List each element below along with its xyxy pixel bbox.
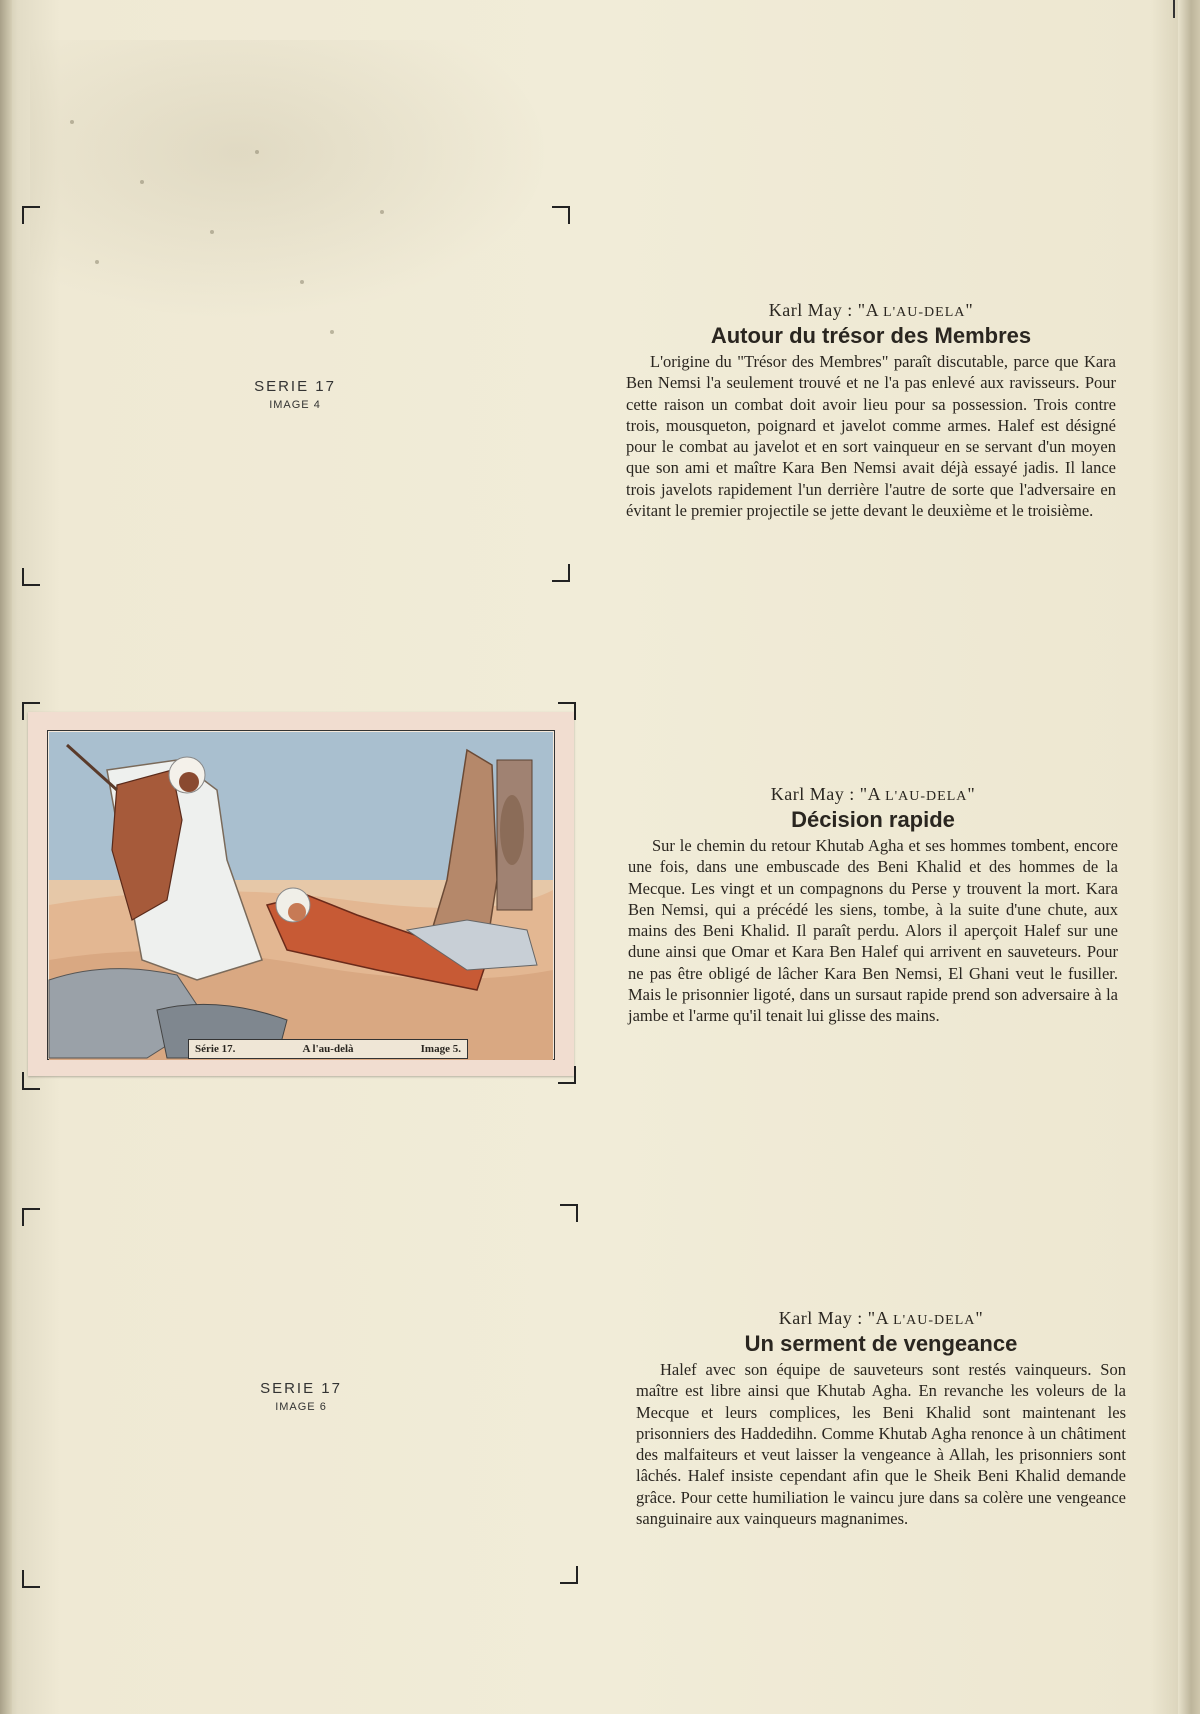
- author-suffix: ": [967, 784, 976, 804]
- book-title: L'AU-DELA: [883, 305, 966, 320]
- author-line: [628, 784, 1118, 805]
- card-illustration: [47, 730, 555, 1060]
- serie-number: SERIE 17: [254, 378, 336, 395]
- corner-mark: [22, 206, 40, 224]
- trading-card: [28, 712, 574, 1076]
- speck: [140, 180, 144, 184]
- author-line: [626, 300, 1116, 321]
- book-title: L'AU-DELA: [885, 789, 968, 804]
- foxing-stain: [30, 40, 550, 320]
- card-caption: [188, 1039, 468, 1059]
- serie-label: [220, 378, 370, 411]
- entry-text: L'origine du "Trésor des Membres" paraît discutable, parce que Kara Ben Nemsi l'a seulement trouvé et ne l'a pas enlevé aux ravisseurs. Pour cette raison un combat doit avoir lieu pour sa possession. Trois contre trois, mousqueton, poignard et javelot comme armes. Halef est désigné pour le combat au javelot et en sort vainqueur en se servant d'un moyen que son ami et maître Kara Ben Nemsi avait déjà essayé jadis. Il lance trois javelots rapidement l'un derrière l'autre de sorte que l'adversaire en évitant le premier projectile se jette devant le deuxième et le troisième.: [626, 352, 1116, 521]
- author-prefix: Karl May : "A: [770, 784, 886, 804]
- page-edge: [1178, 0, 1200, 1714]
- entry-title: Un serment de vengeance: [744, 1331, 1018, 1356]
- corner-mark: [22, 568, 40, 586]
- author-prefix: Karl May : "A: [778, 1308, 894, 1328]
- speck: [70, 120, 74, 124]
- author-suffix: ": [965, 300, 974, 320]
- corner-mark: [552, 206, 570, 224]
- speck: [95, 260, 99, 264]
- corner-mark: [22, 1208, 40, 1226]
- serie-label: [226, 1380, 376, 1413]
- speck: [380, 210, 384, 214]
- caption-title: A l'au-delà: [302, 1043, 354, 1055]
- speck: [255, 150, 259, 154]
- entry-1: [626, 300, 1116, 521]
- entry-2: [628, 784, 1118, 1027]
- speck: [330, 330, 334, 334]
- serie-number: SERIE 17: [260, 1380, 342, 1397]
- entry-3: [636, 1308, 1126, 1529]
- speck: [210, 230, 214, 234]
- entry-text: Sur le chemin du retour Khutab Agha et ses hommes tombent, encore une fois, dans une embuscade des Beni Khalid et des hommes de la Mecque. Les vingt et un compagnons du Perse y trouvent la mort. Kara Ben Nemsi, qui a précédé les siens, tombe, à la suite d'une chute, aux mains des Beni Khalid. Il paraît perdu. Alors il aperçoit Halef sur une dune ainsi que Omar et Kara Ben Halef qui arrivent en sauveteurs. Pour ne pas être obligé de lâcher Kara Ben Nemsi, El Ghani veut le fusiller. Mais le prisonnier ligoté, dans un sursaut rapide prend son adversaire à la jambe et l'arme qu'il tenait lui glisse des mains.: [628, 836, 1118, 1026]
- image-number: IMAGE 4: [269, 399, 321, 411]
- corner-mark: [560, 1204, 578, 1222]
- entry-title: Autour du trésor des Membres: [710, 323, 1032, 348]
- corner-mark: [552, 564, 570, 582]
- speck: [300, 280, 304, 284]
- corner-mark: [560, 1566, 578, 1584]
- corner-mark: [22, 1570, 40, 1588]
- caption-serie: Série 17.: [195, 1043, 236, 1055]
- author-suffix: ": [975, 1308, 984, 1328]
- caption-image: Image 5.: [420, 1043, 461, 1055]
- image-number: IMAGE 6: [275, 1401, 327, 1413]
- book-spine: [0, 0, 12, 1714]
- entry-title: Décision rapide: [791, 807, 955, 832]
- edge-mark: [1173, 0, 1175, 18]
- entry-text: Halef avec son équipe de sauveteurs sont restés vainqueurs. Son maître est libre ainsi que Khutab Agha. En revanche les voleurs de la Mecque et leurs complices, les Beni Khalid sont maintenant les prisonniers des Haddedihn. Comme Khutab Agha renonce à un châtiment des malfaiteurs et veut laisser la vengeance à Allah, les prisonniers sont lâchés. Halef insiste cependant afin que le Sheik Beni Khalid demande grâce. Pour cette humiliation le vaincu jure dans sa colère une vengeance sanguinaire aux vainqueurs magnanimes.: [636, 1360, 1126, 1529]
- book-title: L'AU-DELA: [893, 1313, 976, 1328]
- author-line: [636, 1308, 1126, 1329]
- author-prefix: Karl May : "A: [768, 300, 884, 320]
